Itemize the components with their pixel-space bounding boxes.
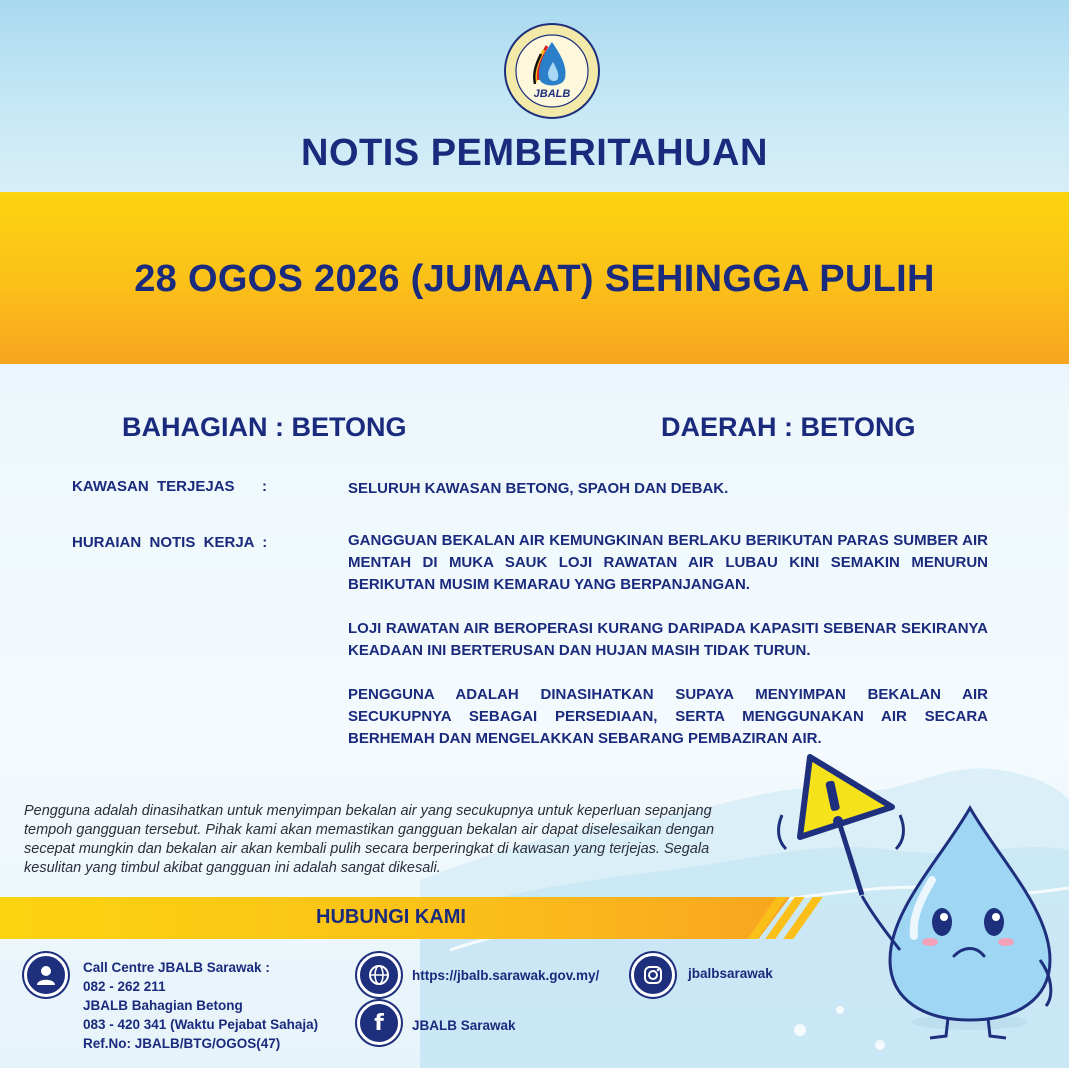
logo-abbr: JBALB [533,88,571,100]
facebook-link[interactable]: JBALB Sarawak [412,1018,516,1033]
branch-phone[interactable]: 083 - 420 341 (Waktu Pejabat Sahaja) [83,1017,319,1032]
call-centre-label: Call Centre JBALB Sarawak : [83,960,270,975]
kawasan-value: SELURUH KAWASAN BETONG, SPAOH DAN DEBAK. [348,480,729,497]
daerah-heading: DAERAH : BETONG [661,412,916,442]
water-drop-mascot [860,800,1060,1050]
call-centre-block [83,958,318,1053]
kawasan-colon: : [262,478,267,495]
huraian-label: HURAIAN NOTIS KERJA : [72,534,268,551]
huraian-paragraph-1: GANGGUAN BEKALAN AIR KEMUNGKINAN BERLAKU BERIKUTAN PARAS SUMBER AIR MENTAH DI MUKA SAUK LOJI RAWATAN AIR LUBAU KINI SEMAKIN MENURUN BERIKUTAN MUSIM KEMARAU YANG BERPANJANGAN. [348,532,988,593]
advisory-notice: Pengguna adalah dinasihatkan untuk menyimpan bekalan air yang secukupnya untuk keperluan sepanjang tempoh gangguan tersebut. Pihak kami akan memastikan gangguan bekalan air dapat diselesaikan dengan secepat mungkin dan bekalan air akan kembali pulih secara berperingkat di kawasan yang terjejas. Segala kesulitan yang timbul akibat gangguan ini adalah sangat dikesali. [24,803,715,876]
facebook-icon: f [357,1001,401,1045]
reference-number: Ref.No: JBALB/BTG/OGOS(47) [83,1036,281,1051]
kawasan-label: KAWASAN TERJEJAS [72,478,235,495]
person-icon [24,953,68,997]
huraian-paragraph-2: LOJI RAWATAN AIR BEROPERASI KURANG DARIPADA KAPASITI SEBENAR SEKIRANYA KEADAAN INI BERTERUSAN DAN HUJAN MASIH TIDAK TURUN. [348,620,988,659]
bahagian-heading: BAHAGIAN : BETONG [122,412,407,442]
huraian-paragraph-3: PENGGUNA ADALAH DINASIHATKAN SUPAYA MENYIMPAN BEKALAN AIR SECUKUPNYA SEBAGAI PERSEDIAAN, SERTA MENGGUNAKAN AIR SECARA BERHEMAH DAN MENGELAKKAN SEBARANG PEMBAZIRAN AIR. [348,686,988,747]
jbalb-logo [503,22,601,120]
date-banner-text: 28 OGOS 2026 (JUMAAT) SEHINGGA PULIH [134,258,935,300]
website-link[interactable]: https://jbalb.sarawak.gov.my/ [412,968,600,983]
page-title: NOTIS PEMBERITAHUAN [301,132,768,174]
instagram-link[interactable]: jbalbsarawak [688,966,773,981]
globe-icon [357,953,401,997]
instagram-icon [631,953,675,997]
branch-label: JBALB Bahagian Betong [83,998,243,1013]
contact-heading: HUBUNGI KAMI [316,906,466,928]
call-centre-phone[interactable]: 082 - 262 211 [83,979,166,994]
